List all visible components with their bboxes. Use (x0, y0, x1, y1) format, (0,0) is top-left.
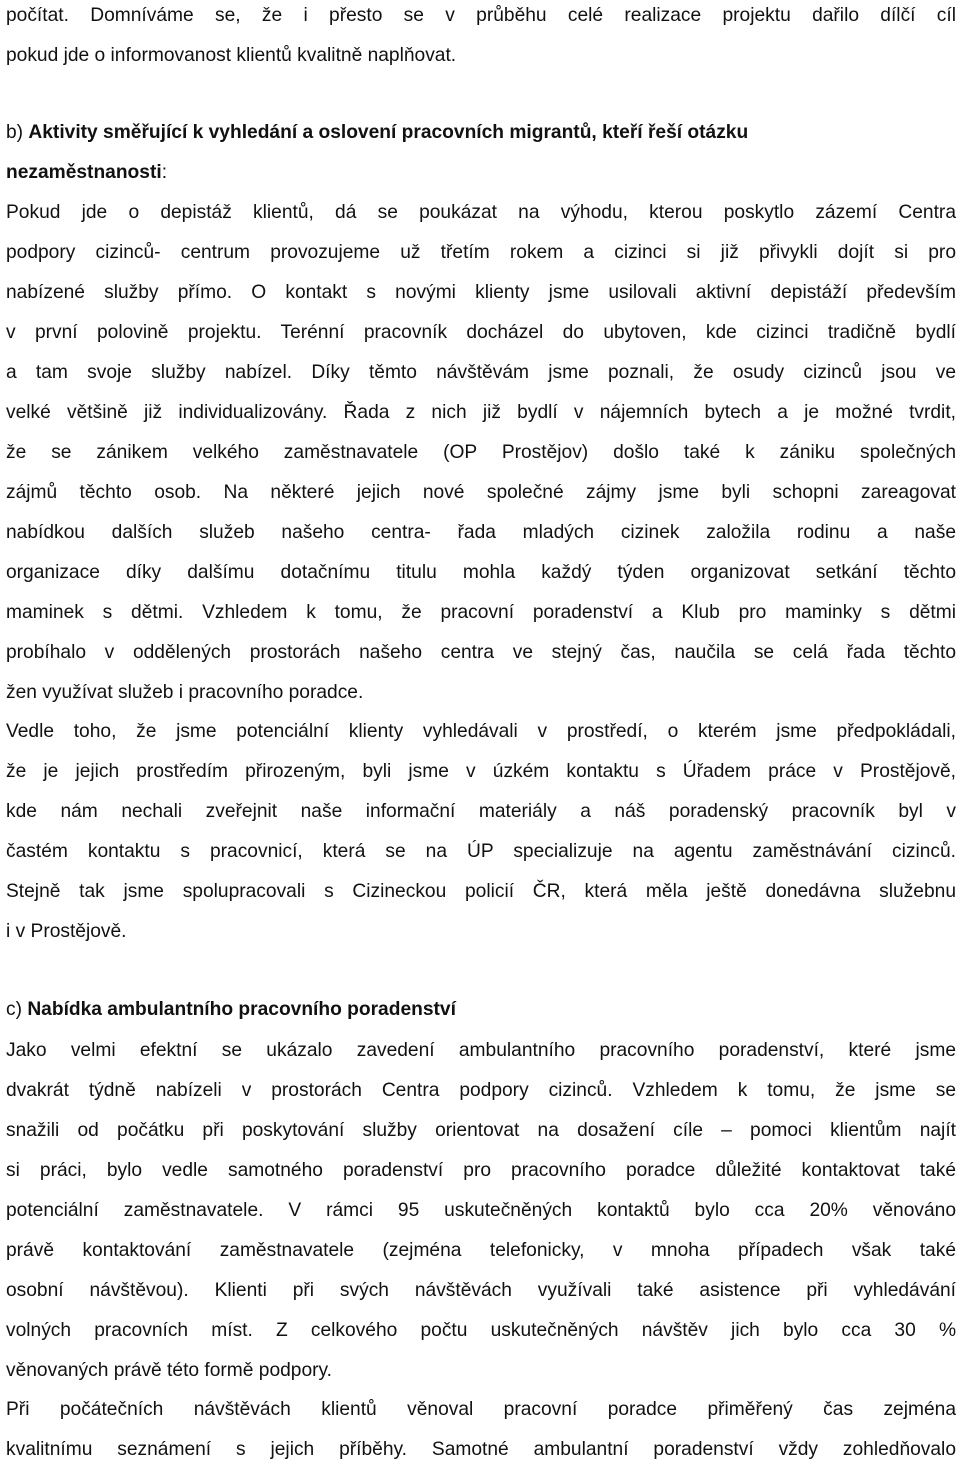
text-line: Pokud jde o depistáž klientů, dá se poukázat na výhodu, kterou poskytlo zázemí Centra (6, 202, 956, 223)
text-line: podpory cizinců- centrum provozujeme už třetím rokem a cizinci si již přivykli dojít si pro (6, 242, 956, 263)
text-line: pokud jde o informovanost klientů kvalitně naplňovat. (6, 45, 457, 66)
section-b-prefix: b) (6, 122, 29, 143)
text-line: a tam svoje služby nabízel. Díky těmto návštěvám jsme poznali, že osudy cizinců jsou ve (6, 362, 956, 383)
text-line: Při počátečních návštěvách klientů věnoval pracovní poradce přiměřený čas zejména (6, 1399, 956, 1420)
text-line: volných pracovních míst. Z celkového počtu uskutečněných návštěv jich bylo cca 30 % (6, 1320, 956, 1341)
text-line: Jako velmi efektní se ukázalo zavedení ambulantního pracovního poradenství, které jsme (6, 1040, 956, 1061)
section-b-title: Aktivity směřující k vyhledání a oslovení pracovních migrantů, kteří řeší otázku (28, 122, 749, 143)
text-line: si práci, bylo vedle samotného poradenství pro pracovního poradce důležité kontaktovat také (6, 1160, 956, 1181)
text-line: věnovaných právě této formě podpory. (6, 1360, 333, 1381)
text-line: i v Prostějově. (6, 921, 127, 942)
text-line: v první polovině projektu. Terénní pracovník docházel do ubytoven, kde cizinci tradičně bydlí (6, 322, 956, 343)
text-line: počítat. Domníváme se, že i přesto se v průběhu celé realizace projektu dařilo dílčí cíl (6, 5, 956, 26)
text-line: potenciální zaměstnavatele. V rámci 95 uskutečněných kontaktů bylo cca 20% věnováno (6, 1200, 956, 1221)
section-c-title: Nabídka ambulantního pracovního poradenství (27, 999, 456, 1020)
text-line: že je jejich prostředím přirozeným, byli jsme v úzkém kontaktu s Úřadem práce v Prostějově, (6, 761, 956, 782)
section-b-heading-cont (6, 161, 167, 185)
text-line: že se zánikem velkého zaměstnavatele (OP Prostějov) došlo také k zániku společných (6, 442, 956, 463)
section-c-heading (6, 998, 456, 1022)
section-b-colon: : (161, 162, 168, 183)
text-line: zájmů těchto osob. Na některé jejich nové společné zájmy jsme byli schopni zareagovat (6, 482, 956, 503)
text-line: častém kontaktu s pracovnicí, která se na ÚP specializuje na agentu zaměstnávání cizinců. (6, 841, 956, 862)
text-line: nabízené služby přímo. O kontakt s novými klienty jsme usilovali aktivní depistáží především (6, 282, 956, 303)
text-line: maminek s dětmi. Vzhledem k tomu, že pracovní poradenství a Klub pro maminky s dětmi (6, 602, 956, 623)
text-line: snažili od počátku při poskytování služby orientovat na dosažení cíle – pomoci klientům najít (6, 1120, 956, 1141)
text-line: Vedle toho, že jsme potenciální klienty vyhledávali v prostředí, o kterém jsme předpokládali, (6, 721, 956, 742)
text-line: Stejně tak jsme spolupracovali s Cizineckou policií ČR, která měla ještě donedávna služebnu (6, 881, 956, 902)
section-c-prefix: c) (6, 999, 28, 1020)
text-line: kde nám nechali zveřejnit naše informační materiály a náš poradenský pracovník byl v (6, 801, 956, 822)
text-line: nabídkou dalších služeb našeho centra- řada mladých cizinek založila rodinu a naše (6, 522, 956, 543)
section-b-heading (6, 121, 748, 145)
text-line: žen využívat služeb i pracovního poradce. (6, 682, 364, 703)
text-line: osobní návštěvou). Klienti při svých návštěvách využívali také asistence při vyhledávání (6, 1280, 956, 1301)
text-line: probíhalo v oddělených prostorách našeho centra ve stejný čas, naučila se celá řada těchto (6, 642, 956, 663)
text-line: kvalitnímu seznámení s jejich příběhy. Samotné ambulantní poradenství vždy zohledňovalo (6, 1439, 956, 1460)
text-line: velké většině již individualizovány. Řada z nich již bydlí v nájemních bytech a je možné tvrdit, (6, 402, 956, 423)
text-line: dvakrát týdně nabízeli v prostorách Centra podpory cizinců. Vzhledem k tomu, že jsme se (6, 1080, 956, 1101)
text-line: organizace díky dalšímu dotačnímu titulu mohla každý týden organizovat setkání těchto (6, 562, 956, 583)
section-b-title-cont: nezaměstnanosti (6, 162, 162, 183)
text-line: právě kontaktování zaměstnavatele (zejména telefonicky, v mnoha případech však také (6, 1240, 956, 1261)
